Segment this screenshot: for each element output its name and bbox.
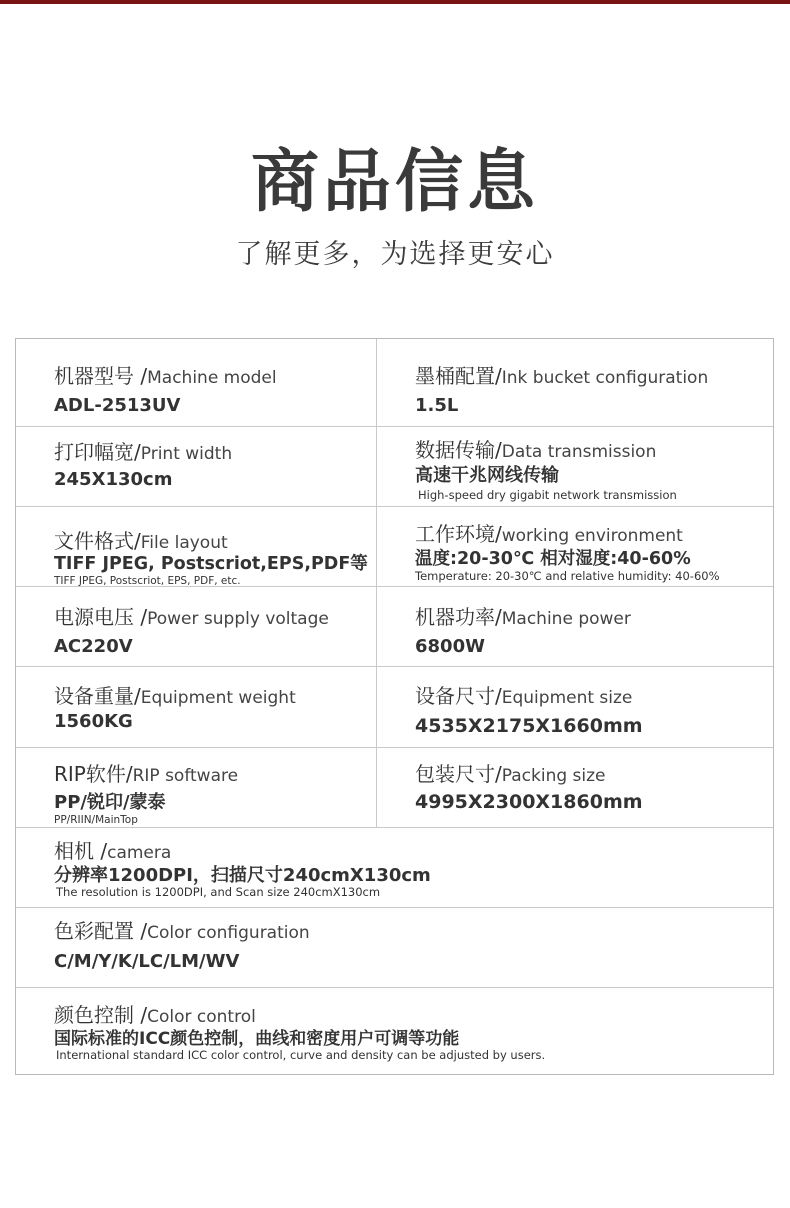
spec-label-en: Power supply voltage <box>147 609 329 629</box>
spec-label <box>415 764 767 785</box>
spec-label-cn: 墨桶配置/ <box>415 364 502 388</box>
spec-note: Temperature: 20-30℃ and relative humidity: 40-60% <box>415 568 720 583</box>
spec-file-layout <box>16 507 377 587</box>
spec-value: ADL-2513UV <box>54 395 181 416</box>
spec-label <box>54 442 370 463</box>
spec-label-cn: 设备重量/ <box>54 684 141 708</box>
spec-color-configuration <box>16 908 773 988</box>
spec-value: 温度:20-30℃ 相对湿度:40-60% <box>415 549 691 569</box>
spec-equipment-size <box>377 667 773 748</box>
spec-label-en: Machine model <box>147 368 277 388</box>
spec-label <box>415 524 767 545</box>
spec-note: International standard ICC color control, curve and density can be adjusted by users. <box>56 1048 546 1062</box>
spec-label <box>415 440 767 461</box>
spec-label-cn: 文件格式/ <box>54 529 141 553</box>
spec-label <box>54 531 370 552</box>
spec-label-cn: 颜色控制 / <box>54 1003 148 1027</box>
page-title: 商品信息 <box>250 143 539 222</box>
spec-label-cn: 数据传输/ <box>415 438 502 462</box>
spec-value: 4535X2175X1660mm <box>415 715 643 737</box>
spec-label <box>415 366 767 387</box>
spec-label-en: Packing size <box>501 766 606 786</box>
page-subtitle: 了解更多，为选择更安心 <box>235 239 555 270</box>
spec-packing-size <box>377 748 773 828</box>
spec-note: PP/RIIN/MainTop <box>54 814 138 826</box>
spec-label-cn: 电源电压 / <box>54 605 148 629</box>
spec-label-en: Color control <box>147 1007 256 1027</box>
spec-label-cn: RIP软件/ <box>54 762 133 786</box>
spec-note: The resolution is 1200DPI, and Scan size 240cmX130cm <box>56 885 381 899</box>
spec-note: High-speed dry gigabit network transmission <box>418 488 677 502</box>
spec-label <box>54 686 370 707</box>
spec-label-en: Color configuration <box>147 923 310 943</box>
spec-label <box>54 607 370 628</box>
spec-label-cn: 工作环境/ <box>415 522 502 546</box>
spec-label-en: Data transmission <box>501 442 657 462</box>
spec-label <box>415 607 767 628</box>
spec-machine-model <box>16 339 377 427</box>
spec-label-en: Print width <box>140 444 233 464</box>
spec-label <box>54 1005 767 1026</box>
spec-value: C/M/Y/K/LC/LM/WV <box>54 951 240 972</box>
spec-data-transmission <box>377 427 773 507</box>
spec-value: 高速干兆网线传输 <box>415 465 559 486</box>
spec-value: 6800W <box>415 636 485 657</box>
spec-label-cn: 色彩配置 / <box>54 919 148 943</box>
spec-value: 4995X2300X1860mm <box>415 791 643 813</box>
spec-color-control <box>16 988 773 1074</box>
spec-label-en: Equipment weight <box>140 688 296 708</box>
spec-label-cn: 相机 / <box>54 839 108 863</box>
spec-value: 分辨率1200DPI，扫描尺寸240cmX130cm <box>54 865 431 886</box>
spec-label-cn: 机器型号 / <box>54 364 148 388</box>
spec-label-cn: 包装尺寸/ <box>415 762 502 786</box>
spec-label <box>54 366 370 387</box>
spec-camera <box>16 828 773 908</box>
spec-equipment-weight <box>16 667 377 748</box>
spec-rip-software <box>16 748 377 828</box>
spec-working-environment <box>377 507 773 587</box>
spec-label-en: Equipment size <box>501 688 633 708</box>
spec-label-en: File layout <box>140 533 228 553</box>
top-accent-bar <box>0 0 790 4</box>
spec-power-supply <box>16 587 377 667</box>
spec-ink-bucket <box>377 339 773 427</box>
spec-label-en: working environment <box>501 526 683 546</box>
spec-label-en: camera <box>107 843 172 863</box>
spec-label <box>54 921 767 942</box>
spec-label-en: RIP software <box>132 766 239 786</box>
spec-label-cn: 设备尺寸/ <box>415 684 502 708</box>
spec-label <box>54 841 767 862</box>
spec-value: 1560KG <box>54 711 133 732</box>
spec-machine-power <box>377 587 773 667</box>
spec-note: TIFF JPEG, Postscriot, EPS, PDF, etc. <box>54 574 241 587</box>
spec-label <box>415 686 767 707</box>
spec-label-cn: 机器功率/ <box>415 605 502 629</box>
spec-table <box>15 338 774 1075</box>
spec-value: 1.5L <box>415 395 459 416</box>
spec-value: PP/锐印/蒙泰 <box>54 792 166 813</box>
spec-label <box>54 764 370 785</box>
spec-label-cn: 打印幅宽/ <box>54 440 141 464</box>
spec-value: 245X130cm <box>54 469 173 490</box>
spec-print-width <box>16 427 377 507</box>
spec-value: TIFF JPEG, Postscriot,EPS,PDF等 <box>54 554 368 574</box>
spec-label-en: Machine power <box>501 609 631 629</box>
spec-value: 国际标准的ICC颜色控制，曲线和密度用户可调等功能 <box>54 1029 460 1049</box>
spec-label-en: Ink bucket configuration <box>501 368 709 388</box>
spec-value: AC220V <box>54 636 133 657</box>
